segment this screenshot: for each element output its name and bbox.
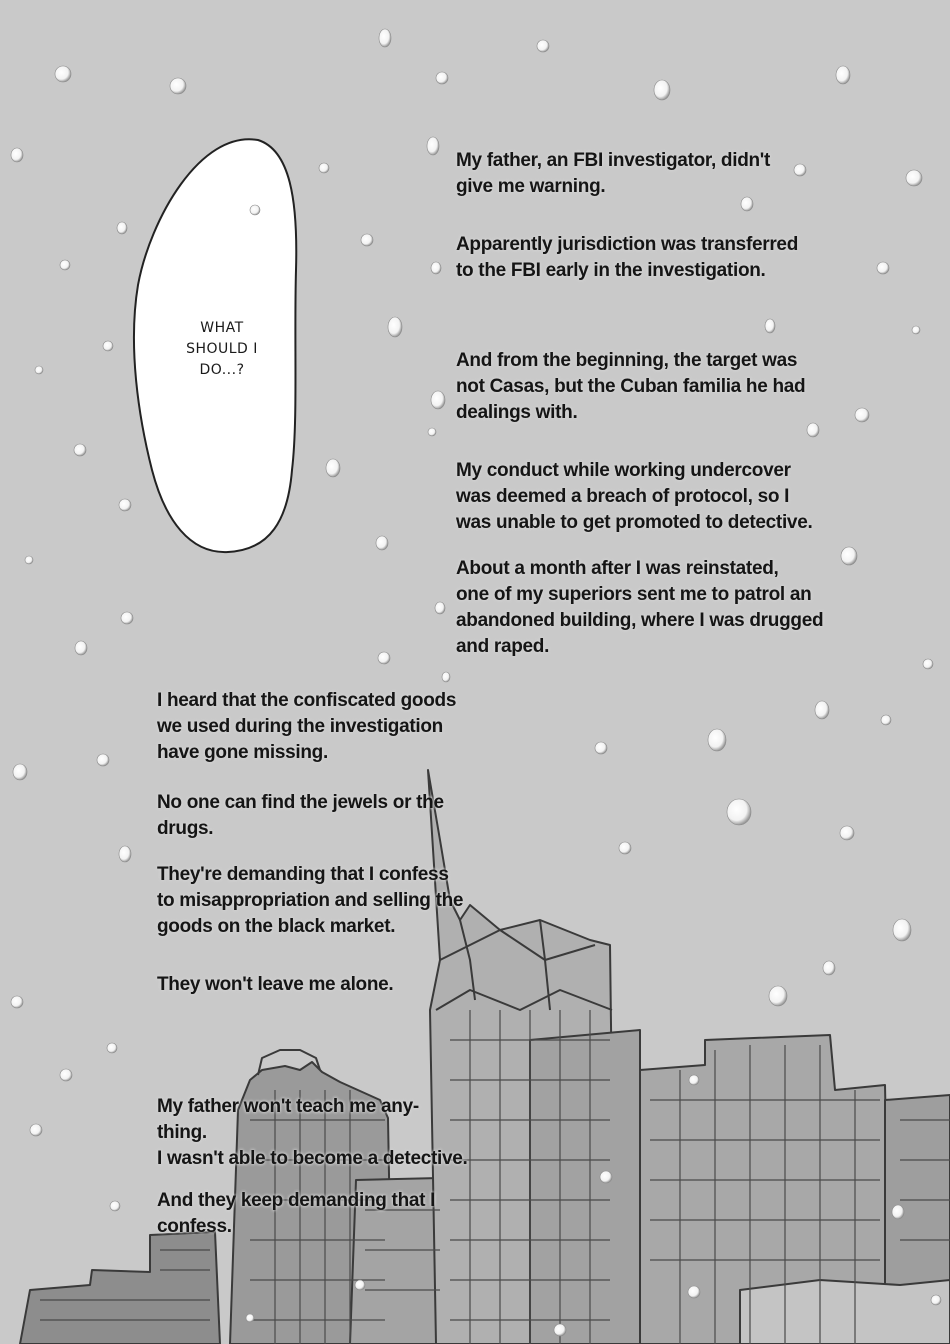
city-skyline [20, 770, 950, 1344]
speech-bubble-text: WHAT SHOULD I DO...? [186, 320, 258, 378]
tower-right [530, 1030, 640, 1344]
caption-confess-demand: They're demanding that I confess to misappropriation and selling the goods on the black market. [157, 864, 464, 937]
caption-jewels-drugs: No one can find the jewels or the drugs. [157, 792, 444, 839]
caption-fbi-father: My father, an FBI investigator, didn't give me warning. [456, 150, 771, 197]
caption-father-wont-teach: My father won't teach me any- thing. I wasn't able to become a detective. [157, 1096, 468, 1169]
caption-confiscated-goods: I heard that the confiscated goods we used during the investigation have gone missing. [157, 690, 457, 763]
caption-jurisdiction: Apparently jurisdiction was transferred to the FBI early in the investigation. [456, 234, 798, 281]
foreground-rooftop [740, 1280, 950, 1344]
caption-target-cuban-familia: And from the beginning, the target was not Casas, but the Cuban familia he had dealings with. [456, 350, 806, 423]
caption-conduct-undercover: My conduct while working undercover was deemed a breach of protocol, so I was unable to get promoted to detective. [456, 460, 813, 533]
caption-reinstated: About a month after I was reinstated, one of my superiors sent me to patrol an abandoned building, where I was drugged and raped. [456, 558, 824, 657]
caption-leave-alone: They won't leave me alone. [157, 974, 394, 995]
low-building-left [20, 1232, 220, 1344]
caption-keep-demanding: And they keep demanding that I confess. [157, 1190, 436, 1237]
